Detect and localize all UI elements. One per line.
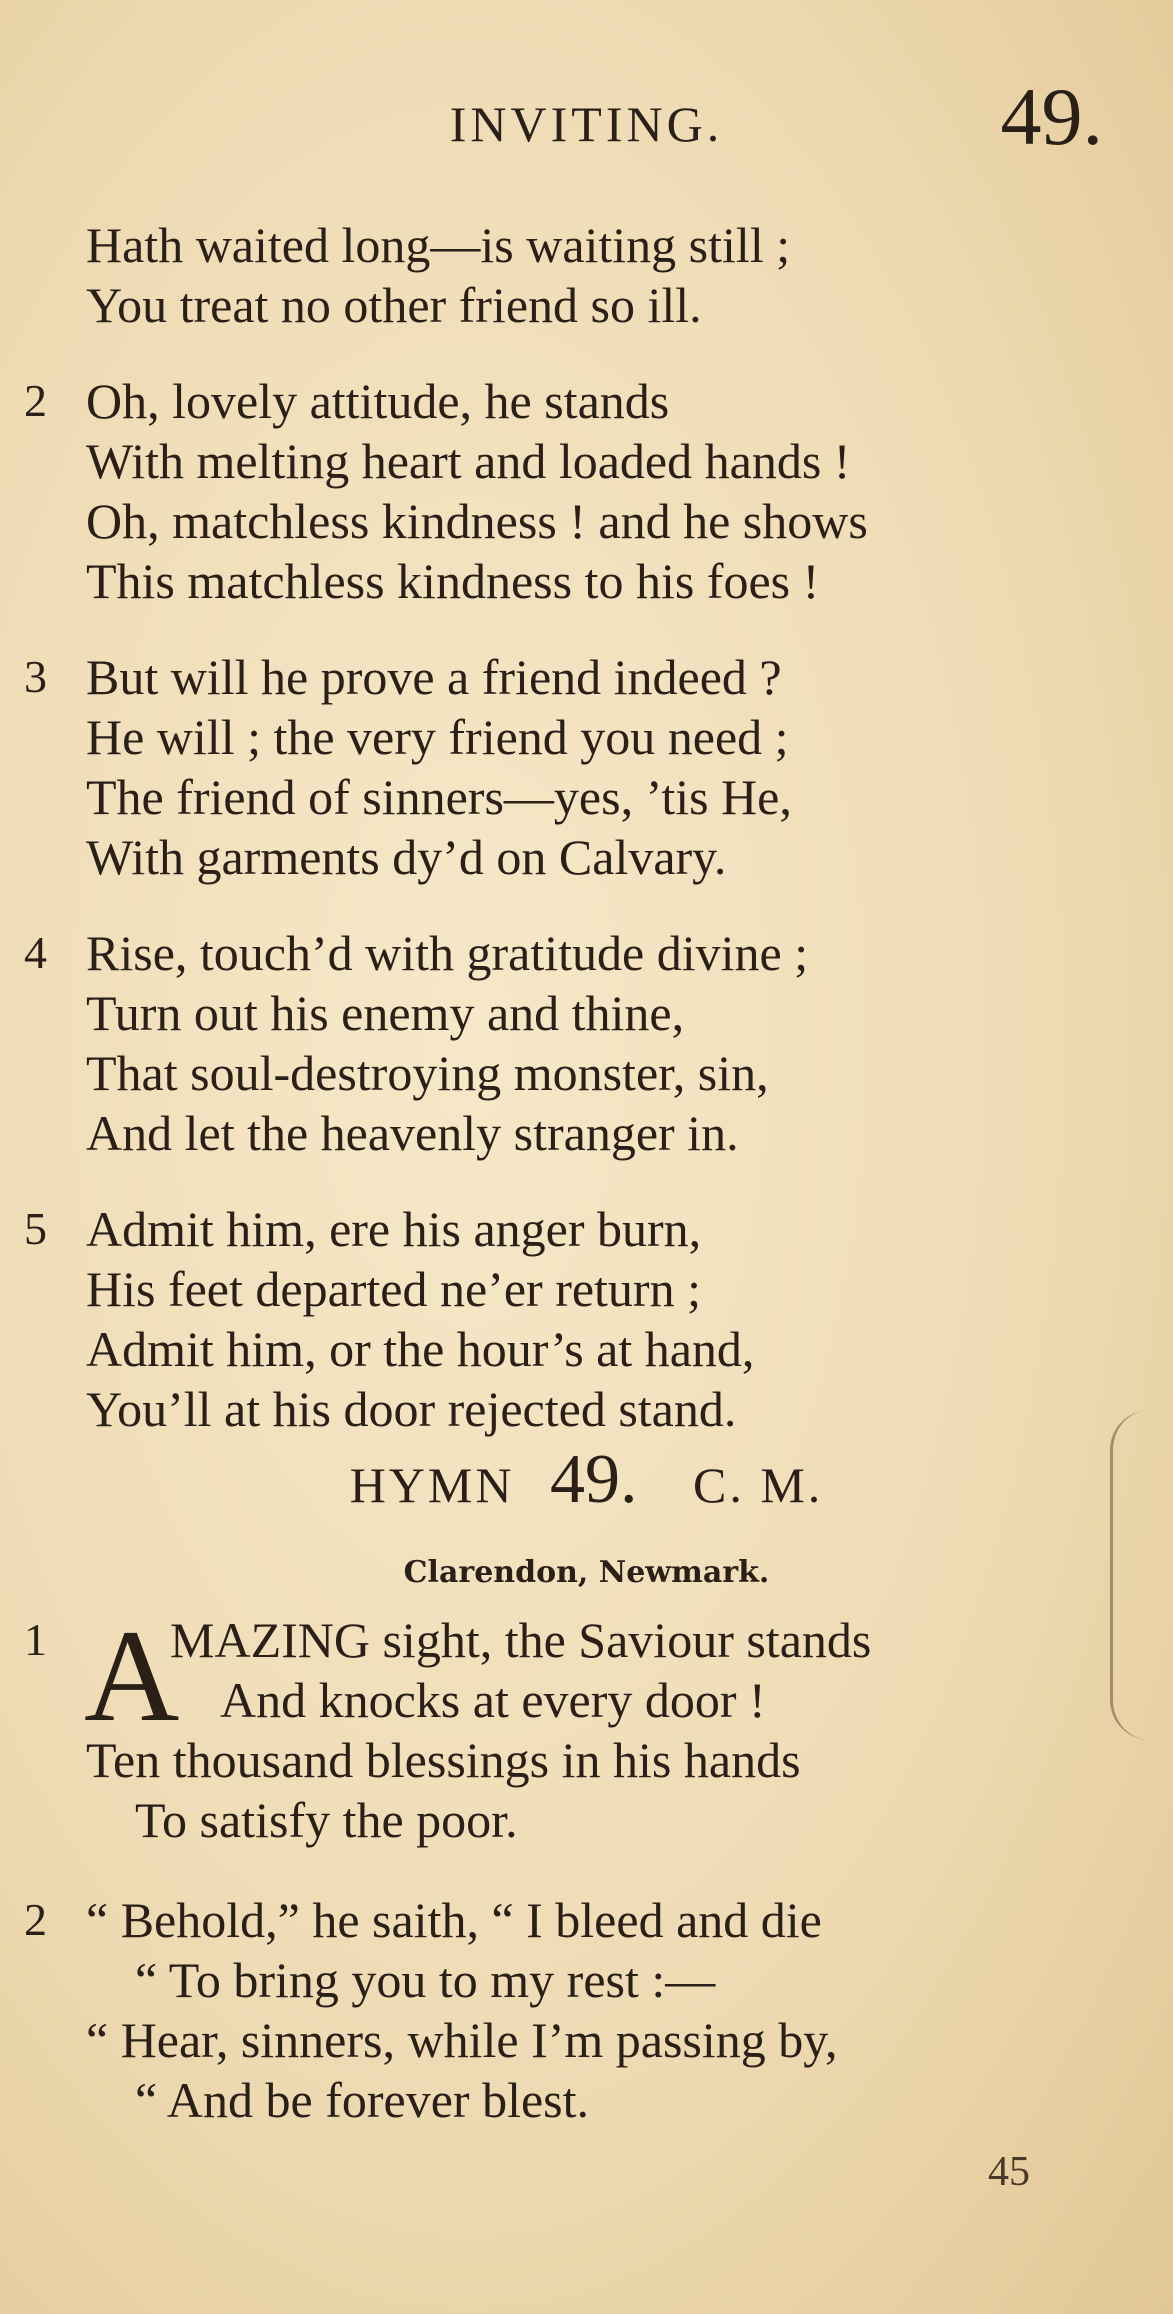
verse-line: Ten thousand blessings in his hands [86,1732,801,1788]
verse-line: You treat no other friend so ill. [86,277,702,333]
stanza-number: 2 [24,1894,47,1945]
stanza-number: 5 [24,1203,47,1254]
page-edge-shadow [1110,1410,1173,1740]
verse-line: His feet departed ne’er return ; [86,1261,701,1317]
stanza-continuation [0,215,1173,335]
verse-line: With melting heart and loaded hands ! [86,433,851,489]
stanza-2 [0,371,1173,611]
verse-line: Admit him, or the hour’s at hand, [86,1321,755,1377]
running-title: INVITING. [449,96,724,152]
verse-line: You’ll at his door rejected stand. [86,1381,737,1437]
verse-line: To satisfy the poor. [135,1792,518,1848]
verse-line: But will he prove a friend indeed ? [86,649,782,705]
verse-line: And let the heavenly stranger in. [86,1105,739,1161]
hymn-stanza-1 [0,1602,1173,1850]
verse-line: That soul-destroying monster, sin, [86,1045,769,1101]
stanza-number: 2 [24,375,47,426]
hymn-label: HYMN [349,1457,515,1513]
verse-line: With garments dy’d on Calvary. [86,829,727,885]
page-number: 49. [1000,71,1103,162]
verse-line: Turn out his enemy and thine, [86,985,685,1041]
verse-line: The friend of sinners—yes, ’tis He, [86,769,792,825]
hymn-stanza-2 [0,1890,1173,2130]
verse-line: “ To bring you to my rest :— [135,1952,716,2008]
verse-line: Admit him, ere his anger burn, [86,1201,702,1257]
stanza-number: 3 [24,651,47,702]
stanza-number: 4 [24,927,47,978]
hymn-heading [0,1440,1173,1520]
verse-line: “ And be forever blest. [135,2072,590,2128]
stanza-4 [0,923,1173,1163]
signature-mark: 45 [988,2149,1030,2195]
verse-line: He will ; the very friend you need ; [86,709,789,765]
verse-line: Oh, lovely attitude, he stands [86,373,670,429]
verse-line: Rise, touch’d with gratitude divine ; [86,925,809,981]
verse-line: MAZING sight, the Saviour stands [170,1612,872,1668]
verse-line: Oh, matchless kindness ! and he shows [86,493,868,549]
tune-names: Clarendon, Newmark. [403,1555,770,1590]
hymn-48-continuation [0,215,1173,1475]
verse-line: Hath waited long—is waiting still ; [86,217,791,273]
stanza-3 [0,647,1173,887]
verse-line: “ Behold,” he saith, “ I bleed and die [86,1892,822,1948]
hymn-number: 49. [549,1441,638,1518]
stanza-5 [0,1199,1173,1439]
verse-line: “ Hear, sinners, while I’m passing by, [86,2012,838,2068]
verse-line: And knocks at every door ! [220,1672,766,1728]
verse-line: This matchless kindness to his foes ! [86,553,820,609]
hymn-meter: C. M. [692,1457,824,1513]
hymn-49-verses [0,1602,1173,2166]
stanza-number: 1 [24,1614,47,1665]
drop-cap: A [84,1602,180,1749]
